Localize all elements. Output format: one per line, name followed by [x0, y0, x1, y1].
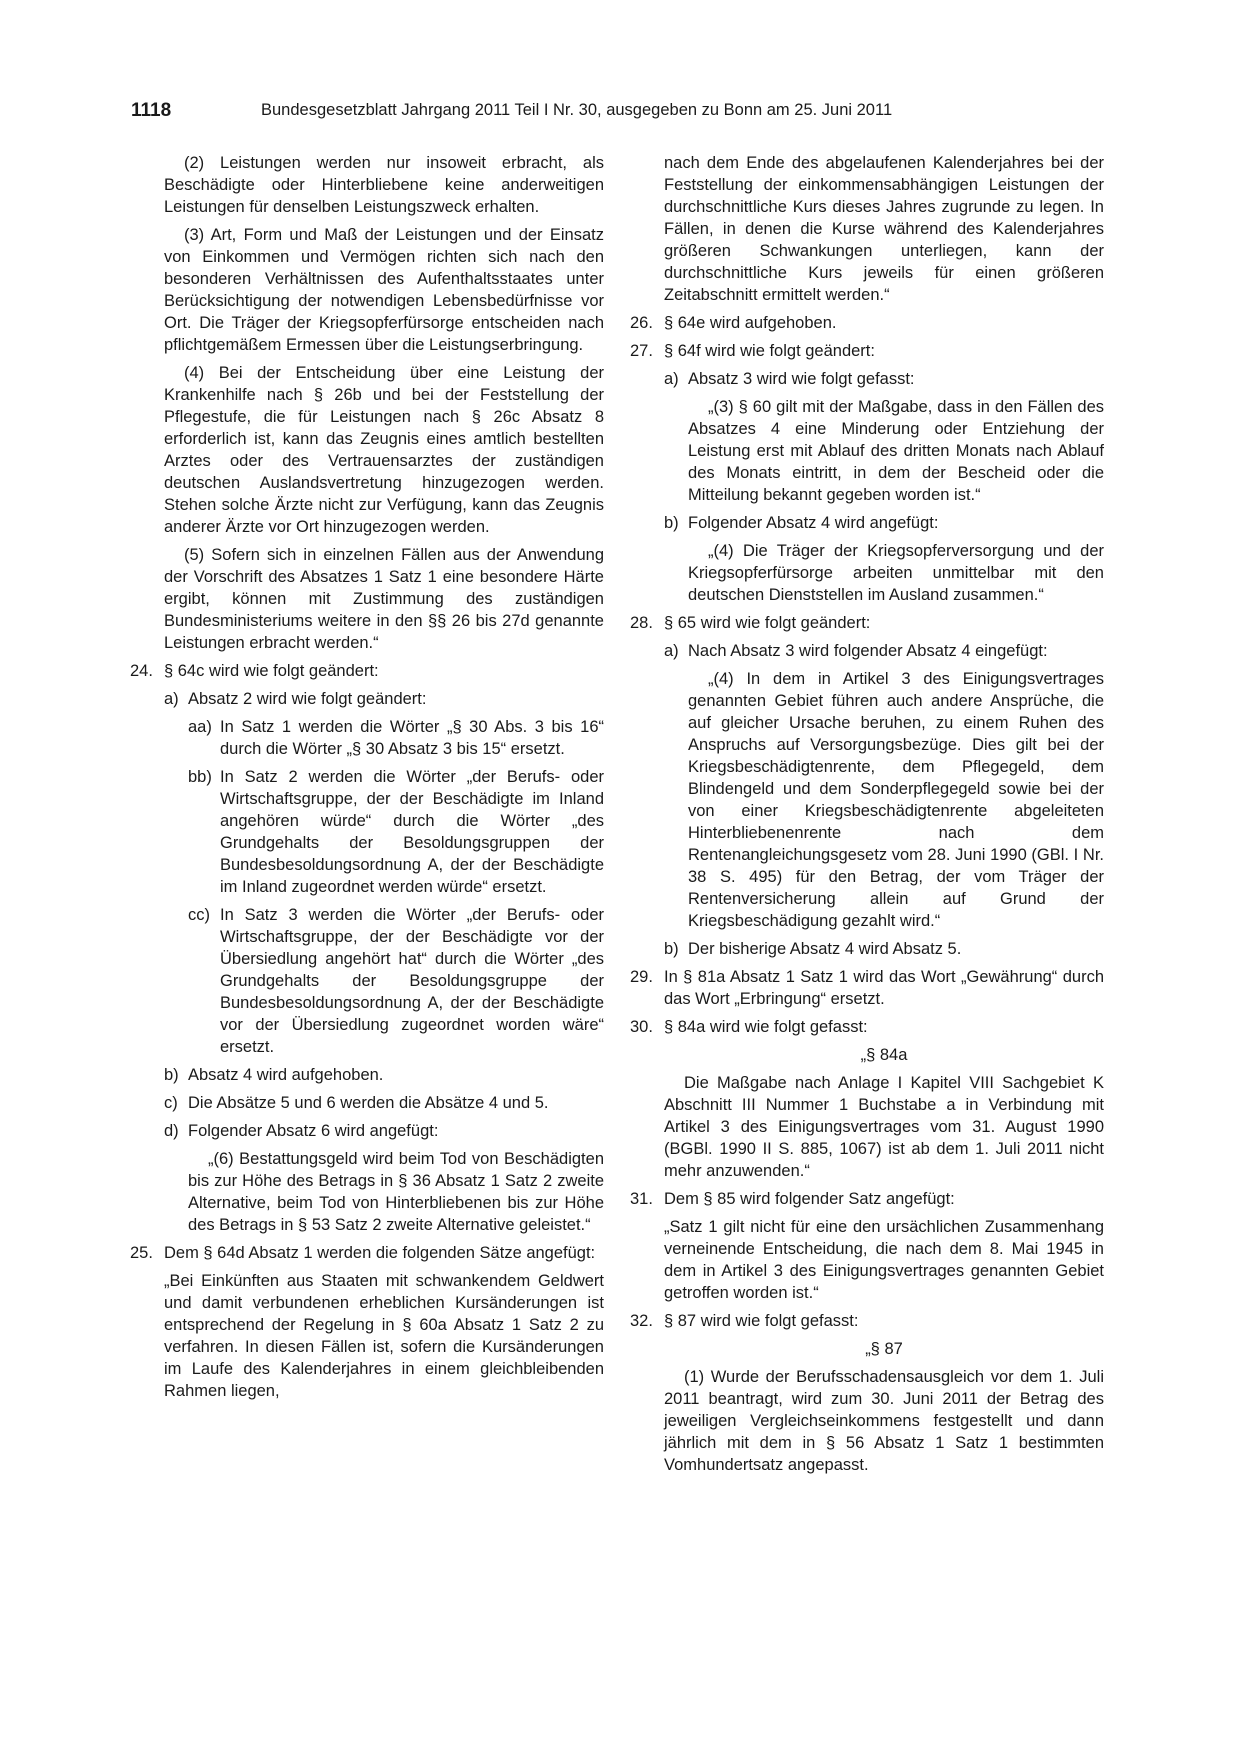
- item-text: § 64c wird wie folgt geändert:: [164, 662, 379, 680]
- list-item-24d: [164, 1120, 604, 1142]
- list-item-29: [630, 966, 1104, 1010]
- paragraph-4: (4) Bei der Entscheidung über eine Leistung der Krankenhilfe nach § 26b und bei der Feststellung der Pflegestufe, die für Leistungen nach § 26c Absatz 8 erforderlich ist, kann das Zeugnis eines amtlich bestellten Arztes oder des Vertrauensarztes der zuständigen deutschen Auslandsvertretung hinzugezogen werden. Stehen solche Ärzte nicht zur Verfügung, kann das Zeugnis anderer Ärzte vor Ort hinzugezogen werden.: [164, 364, 604, 536]
- item-number: 27.: [630, 342, 653, 360]
- running-title: Bundesgesetzblatt Jahrgang 2011 Teil I Nr. 30, ausgegeben zu Bonn am 25. Juni 2011: [261, 101, 893, 119]
- list-item-28a: [664, 640, 1104, 662]
- section-heading-84a: „§ 84a: [860, 1046, 908, 1064]
- item-letter: b): [164, 1066, 179, 1084]
- item-number: 31.: [630, 1190, 653, 1208]
- list-item-24c: [164, 1092, 604, 1114]
- section-heading-87: „§ 87: [865, 1340, 903, 1358]
- right-column: [630, 152, 1104, 1482]
- item-letter: a): [164, 690, 179, 708]
- list-item-26: [630, 312, 1104, 334]
- item-text: Folgender Absatz 4 wird angefügt:: [688, 514, 939, 532]
- item-text: Die Absätze 5 und 6 werden die Absätze 4 und 5.: [188, 1094, 549, 1112]
- continued-text: nach dem Ende des abgelaufenen Kalenderjahres bei der Feststellung der einkommensabhängigen Leistungen der durchschnittliche Kurs dieses Jahres zugrunde zu legen. In Fällen, in denen die Kurse während des Kalenderjahres größeren Schwankungen unterliegen, kann der durchschnittliche Kurs jeweils für einen größeren Zeitabschnitt ermittelt werden.“: [664, 154, 1104, 304]
- item-text: In Satz 1 werden die Wörter „§ 30 Abs. 3 bis 16“ durch die Wörter „§ 30 Absatz 3 bis 15“ ersetzt.: [220, 718, 604, 758]
- quoted-text: „(4) Die Träger der Kriegsopferversorgung und der Kriegsopferfürsorge arbeiten unmittelbar mit den deutschen Dienststellen im Ausland zusammen.“: [688, 542, 1104, 604]
- item-text: Nach Absatz 3 wird folgender Absatz 4 eingefügt:: [688, 642, 1048, 660]
- quoted-text: „(4) In dem in Artikel 3 des Einigungsvertrages genannten Gebiet führen auch andere Ansprüche, die auf gleicher Ursache beruhen, zu einem Ruhen des Anspruchs auf Versorgungsbezüge. Dies gilt bei der Kriegsbeschädigtenrente, dem Pflegegeld, dem Blindengeld und dem Sonderpflegegeld sowie bei der von einer Kriegsbeschädigtenrente abgeleiteten Hinterbliebenenrente nach dem Rentenangleichungsgesetz vom 28. Juni 1990 (GBl. I Nr. 38 S. 495) für den Betrag, der vom Träger der Rentenversicherung allein auf Grund der Kriegsbeschädigung gezahlt wird.“: [688, 670, 1104, 930]
- item-number: 28.: [630, 614, 653, 632]
- item-letter: b): [664, 940, 679, 958]
- left-column: [130, 152, 604, 1408]
- list-item-27b: [664, 512, 1104, 534]
- page-header: [131, 100, 981, 126]
- list-item-24b: [164, 1064, 604, 1086]
- list-item-25: [130, 1242, 604, 1264]
- list-item-24: [130, 660, 604, 682]
- list-item-32: [630, 1310, 1104, 1332]
- item-letter: a): [664, 642, 679, 660]
- item-text: § 84a wird wie folgt gefasst:: [664, 1018, 868, 1036]
- item-letter: c): [164, 1094, 178, 1112]
- quoted-text: „Satz 1 gilt nicht für eine den ursächlichen Zusammenhang verneinende Entscheidung, die nach dem 8. Mai 1945 in dem in Artikel 3 des Einigungsvertrages genannten Gebiet getroffen worden ist.“: [664, 1218, 1104, 1302]
- item-number: 32.: [630, 1312, 653, 1330]
- quoted-text: „(3) § 60 gilt mit der Maßgabe, dass in den Fällen des Absatzes 4 eine Minderung oder Entziehung der Leistung erst mit Ablauf des dritten Monats nach Ablauf des Monats eintritt, in dem der Bescheid oder die Mitteilung bekannt gegeben worden ist.“: [688, 398, 1104, 504]
- item-sublabel: aa): [188, 718, 212, 736]
- item-number: 29.: [630, 968, 653, 986]
- item-sublabel: cc): [188, 906, 210, 924]
- paragraph-5: (5) Sofern sich in einzelnen Fällen aus der Anwendung der Vorschrift des Absatzes 1 Satz 1 eine besondere Härte ergibt, können mit Zustimmung des zuständigen Bundesministeriums weitere in den §§ 26 bis 27d genannte Leistungen erbracht werden.“: [164, 546, 604, 652]
- item-letter: d): [164, 1122, 179, 1140]
- item-text: § 64f wird wie folgt geändert:: [664, 342, 875, 360]
- item-text: § 87 wird wie folgt gefasst:: [664, 1312, 859, 1330]
- list-item-30: [630, 1016, 1104, 1038]
- item-text: Folgender Absatz 6 wird angefügt:: [188, 1122, 439, 1140]
- list-item-aa: [188, 716, 604, 760]
- item-text: § 65 wird wie folgt geändert:: [664, 614, 871, 632]
- item-letter: b): [664, 514, 679, 532]
- item-text: § 64e wird aufgehoben.: [664, 314, 837, 332]
- item-text: Absatz 4 wird aufgehoben.: [188, 1066, 384, 1084]
- item-number: 30.: [630, 1018, 653, 1036]
- item-text: In Satz 3 werden die Wörter „der Berufs- oder Wirtschaftsgruppe, der der Beschädigte vor der Übersiedlung angehört hat“ durch die Wörter „des Grundgehalts der Besoldungsgruppe der Bundesbesoldungsordnung A, der der Beschädigte vor der Übersiedlung zugeordnet worden wäre“ ersetzt.: [220, 906, 604, 1056]
- list-item-28b: [664, 938, 1104, 960]
- item-letter: a): [664, 370, 679, 388]
- quoted-text: „Bei Einkünften aus Staaten mit schwankendem Geldwert und damit verbundenen erheblichen Kursänderungen ist entsprechend der Regelung in § 60a Absatz 1 Satz 2 zu verfahren. In diesen Fällen ist, sofern die Kursänderungen im Laufe des Kalenderjahres in einem gleichbleibenden Rahmen liegen,: [164, 1272, 604, 1400]
- item-text: Dem § 85 wird folgender Satz angefügt:: [664, 1190, 955, 1208]
- item-number: 24.: [130, 662, 153, 680]
- list-item-31: [630, 1188, 1104, 1210]
- item-text: In Satz 2 werden die Wörter „der Berufs- oder Wirtschaftsgruppe, der der Beschädigte im Inland angehören würde“ durch die Wörter „des Grundgehalts der Besoldungsgruppen der Bundesbesoldungsordnung A, der der Beschädigte im Inland zugeordnet werden würde“ ersetzt.: [220, 768, 604, 896]
- item-text: Der bisherige Absatz 4 wird Absatz 5.: [688, 940, 962, 958]
- item-text: Absatz 2 wird wie folgt geändert:: [188, 690, 427, 708]
- item-sublabel: bb): [188, 768, 212, 786]
- list-item-28: [630, 612, 1104, 634]
- item-text: Dem § 64d Absatz 1 werden die folgenden Sätze angefügt:: [164, 1244, 596, 1262]
- paragraph-3: (3) Art, Form und Maß der Leistungen und der Einsatz von Einkommen und Vermögen richten sich nach den besonderen Verhältnissen des Aufenthaltsstaates unter Berücksichtigung der notwendigen Lebensbedürfnisse vor Ort. Die Träger der Kriegsopferfürsorge entscheiden nach pflichtgemäßem Ermessen über die Leistungserbringung.: [164, 226, 604, 354]
- item-number: 25.: [130, 1244, 153, 1262]
- list-item-bb: [188, 766, 604, 898]
- list-item-27: [630, 340, 1104, 362]
- item-text: In § 81a Absatz 1 Satz 1 wird das Wort „Gewährung“ durch das Wort „Erbringung“ ersetzt.: [664, 968, 1104, 1008]
- paragraph-2: (2) Leistungen werden nur insoweit erbracht, als Beschädigte oder Hinterbliebene keine anderweitigen Leistungen für denselben Leistungszweck erhalten.: [164, 154, 604, 216]
- item-text: Absatz 3 wird wie folgt gefasst:: [688, 370, 915, 388]
- list-item-cc: [188, 904, 604, 1058]
- page-number: 1118: [131, 100, 172, 121]
- quoted-text: „(6) Bestattungsgeld wird beim Tod von Beschädigten bis zur Höhe des Betrags in § 36 Absatz 1 Satz 2 zweite Alternative, beim Tod von Hinterbliebenen bis zur Höhe des Betrags in § 53 Satz 2 zweite Alternative geleistet.“: [188, 1150, 604, 1234]
- list-item-27a: [664, 368, 1104, 390]
- section-body-84a: Die Maßgabe nach Anlage I Kapitel VIII Sachgebiet K Abschnitt III Nummer 1 Buchstabe a in Verbindung mit Artikel 3 des Einigungsvertrages vom 31. August 1990 (BGBl. 1990 II S. 885, 1067) ist ab dem 1. Juli 2011 nicht mehr anzuwenden.“: [664, 1074, 1104, 1180]
- list-item-24a: [164, 688, 604, 710]
- section-body-87: (1) Wurde der Berufsschadensausgleich vor dem 1. Juli 2011 beantragt, wird zum 30. Juni 2011 der Betrag des jeweiligen Vergleichseinkommens festgestellt und dann jährlich mit dem in § 56 Absatz 1 Satz 1 bestimmten Vomhundertsatz angepasst.: [664, 1368, 1104, 1474]
- item-number: 26.: [630, 314, 653, 332]
